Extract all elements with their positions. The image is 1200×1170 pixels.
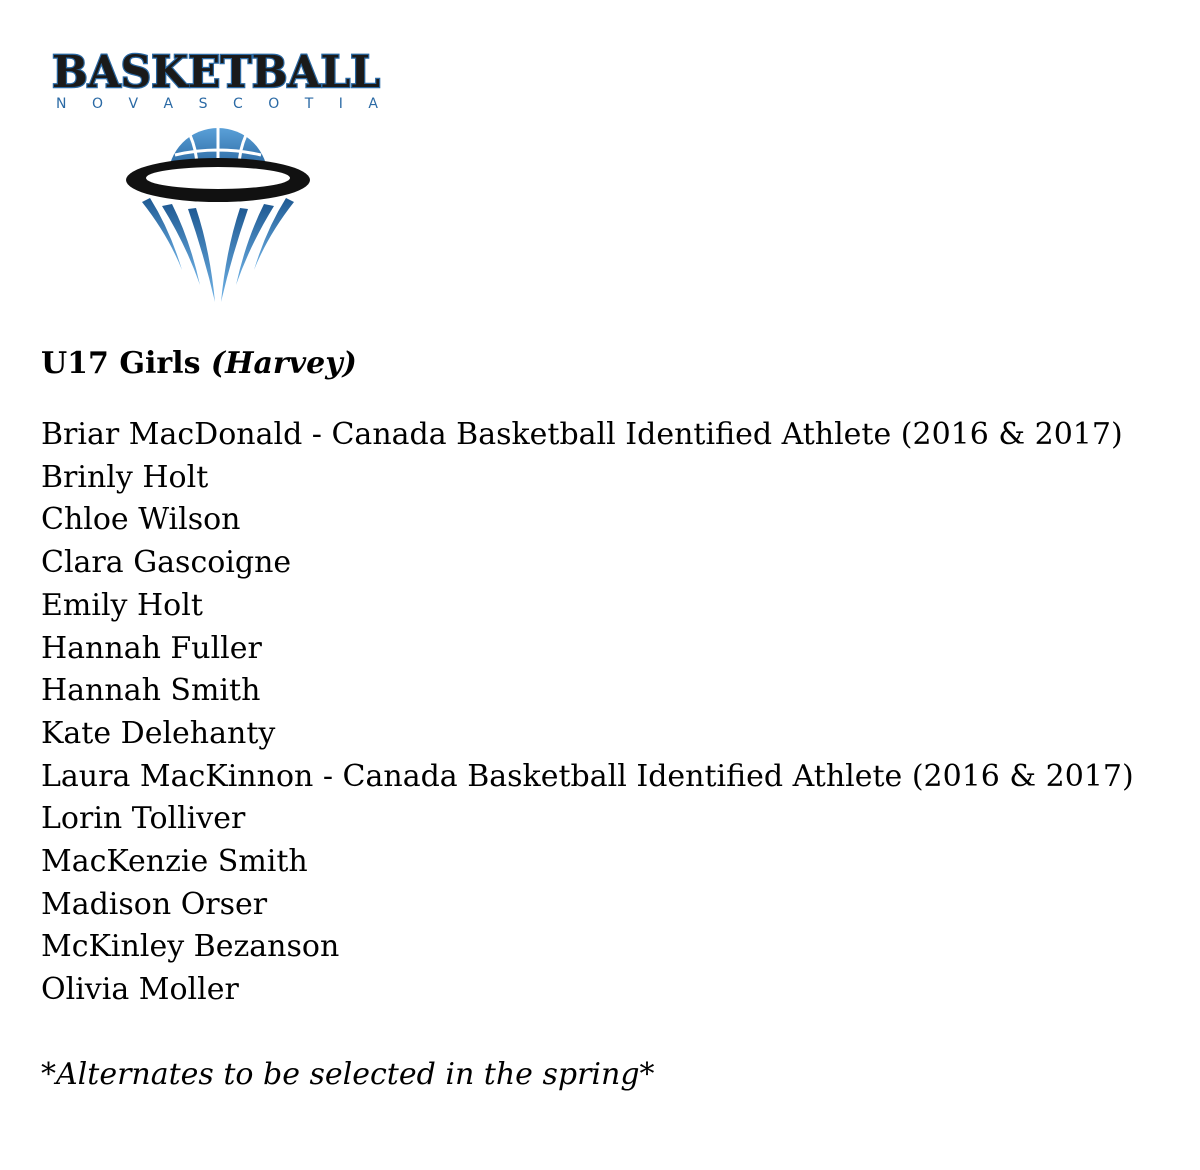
player-entry: Brinly Holt: [41, 459, 209, 495]
basketball-nova-scotia-logo: [50, 40, 390, 310]
coach-name: (Harvey): [210, 346, 357, 381]
player-entry: Briar MacDonald - Canada Basketball Identified Athlete (2016 & 2017): [41, 417, 1123, 452]
player-entry: Hannah Fuller: [41, 630, 262, 666]
player-entry: Emily Holt: [41, 587, 203, 623]
player-entry: Lorin Tolliver: [41, 801, 246, 837]
roster-document: [41, 344, 1181, 1125]
player-entry: Chloe Wilson: [41, 502, 241, 538]
player-entry: Olivia Moller: [41, 972, 239, 1008]
player-entry: Hannah Smith: [41, 673, 261, 709]
team-name: U17 Girls: [41, 346, 201, 381]
player-entry: Laura MacKinnon - Canada Basketball Identified Athlete (2016 & 2017): [41, 758, 1134, 794]
roster-list: [41, 414, 1181, 1012]
logo-wordmark: BASKETBALL: [52, 47, 380, 98]
player-entry: Kate Delehanty: [41, 715, 276, 751]
player-entry: Madison Orser: [41, 886, 268, 922]
team-heading: [41, 344, 1181, 384]
player-entry: Clara Gascoigne: [41, 545, 292, 581]
logo: [50, 40, 390, 310]
logo-subline: N O V A S C O T I A: [56, 96, 378, 112]
alternates-note: *Alternates to be selected in the spring*: [41, 1056, 655, 1092]
player-entry: McKinley Bezanson: [41, 929, 340, 965]
basketball-hoop-icon: [126, 128, 310, 302]
player-entry: MacKenzie Smith: [41, 844, 308, 880]
